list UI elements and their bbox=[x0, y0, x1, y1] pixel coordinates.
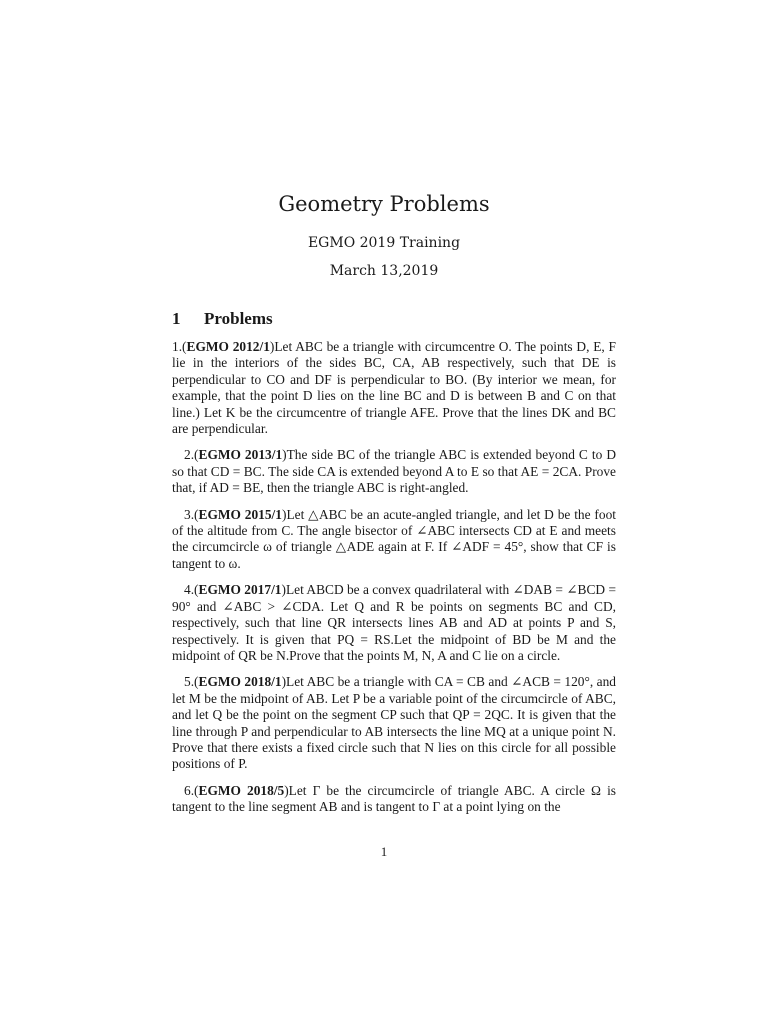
problem-prefix: 2.( bbox=[184, 447, 199, 463]
problem-item bbox=[172, 582, 616, 664]
problem-item bbox=[172, 339, 616, 437]
problem-text: )The side BC of the triangle ABC is extended beyond C to D so that CD = BC. The side CA is extended beyond A to E so that AE = 2CA. Prove that, if AD = BE, then the triangle ABC is right-angled. bbox=[172, 447, 616, 496]
problem-source: EGMO 2017/1 bbox=[198, 582, 282, 598]
problem-item bbox=[172, 674, 616, 772]
problem-source: EGMO 2013/1 bbox=[198, 447, 283, 463]
problem-source: EGMO 2018/1 bbox=[198, 674, 282, 690]
problem-item bbox=[172, 447, 616, 496]
problem-text: )Let △ABC be an acute-angled triangle, and let D be the foot of the altitude from C. The angle bisector of ∠ABC intersects CD at E and meets the circumcircle ω of triangle △ADE again at F. If ∠ADF = 45°, show that CF is tangent to ω. bbox=[172, 506, 616, 571]
problem-prefix: 3.( bbox=[184, 506, 199, 522]
document-date: March 13,2019 bbox=[329, 263, 439, 279]
document-title: Geometry Problems bbox=[278, 192, 490, 216]
problem-text: )Let ABC be a triangle with circumcentre O. The points D, E, F lie in the interiors of the sides BC, CA, AB respectively, such that DE is perpendicular to CO and DF is perpendicular to BO. (By interior we mean, for example, that the point D lies on the line BC and D is between B and C on that line.) Let K be the circumcentre of triangle AFE. Prove that the lines DK and BC are perpendicular. bbox=[172, 339, 616, 437]
problem-text: )Let ABCD be a convex quadrilateral with ∠DAB = ∠BCD = 90° and ∠ABC > ∠CDA. Let Q and R be points on segments BC and CD, respectively, such that line QR intersects lines AB and AD at points P and S, respectively. It is given that PQ = RS.Let the midpoint of BD be M and the midpoint of QR be N.Prove that the points M, N, A and C lie on a circle. bbox=[172, 582, 616, 663]
problem-prefix: 6.( bbox=[184, 782, 199, 798]
problem-text: )Let Γ be the circumcircle of triangle ABC. A circle Ω is tangent to the line segment AB and is tangent to Γ at a point lying on the bbox=[172, 782, 616, 815]
problem-list bbox=[172, 339, 616, 826]
problem-prefix: 1.( bbox=[172, 339, 187, 354]
problem-prefix: 4.( bbox=[184, 582, 199, 598]
problem-text: )Let ABC be a triangle with CA = CB and ∠ACB = 120°, and let M be the midpoint of AB. Let P be a variable point of the circumcircle of ABC, and let Q be the point on the segment CP such that QP = 2QC. It is given that the line through P and perpendicular to AB intersects the line MQ at a unique point N. Prove that there exists a fixed circle such that N lies on this circle for all possible positions of P. bbox=[172, 674, 616, 772]
problem-source: EGMO 2018/5 bbox=[198, 782, 285, 798]
problem-source: EGMO 2012/1 bbox=[186, 339, 270, 354]
page-number: 1 bbox=[380, 844, 388, 859]
problem-item bbox=[172, 507, 616, 573]
section-heading bbox=[172, 309, 273, 329]
problem-source: EGMO 2015/1 bbox=[198, 506, 282, 522]
problem-prefix: 5.( bbox=[184, 674, 199, 690]
document-subtitle: EGMO 2019 Training bbox=[307, 235, 461, 251]
section-title: Problems bbox=[204, 309, 273, 328]
section-number: 1 bbox=[172, 309, 181, 328]
problem-item bbox=[172, 783, 616, 816]
